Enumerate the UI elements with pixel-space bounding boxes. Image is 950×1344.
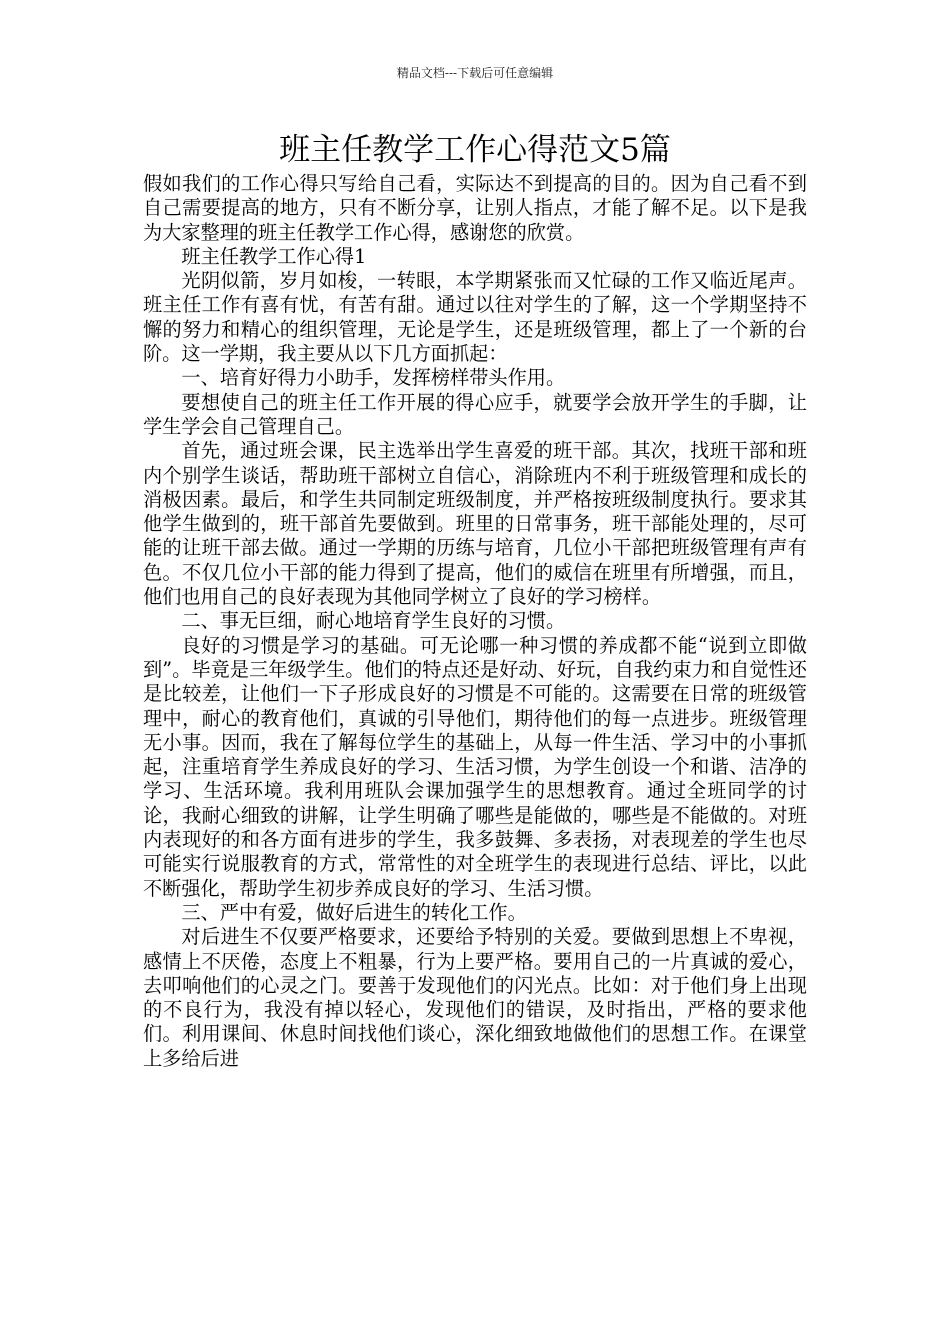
subheading: 一、培育好得力小助手，发挥榜样带头作用。 [181,366,566,390]
body-paragraph: 良好的习惯是学习的基础。可无论哪一种习惯的养成都不能“说到立即做到”。毕竟是三年级学生。他们的特点还是好动、好玩，自我约束力和自觉性还是比较差，让他们一下子形成良好的习惯是不可能的。这需要在日常的班级管理中，耐心的教育他们，真诚的引导他们，期待他们的每一点进步。班级管理无小事。因而，我在了解每位学生的基础上，从每一件生活、学习中的小事抓起，注重培育学生养成良好的学习、生活习惯，为学生创设一个和谐、洁净的学习、生活环境。我利用班队会课加强学生的思想教育。通过全班同学的讨论，我耐心细致的讲解，让学生明确了哪些是能做的，哪些是不能做的。对班内表现好的和各方面有进步的学生，我多鼓舞、多表扬，对表现差的学生也尽可能实行说服教育的方式，常常性的对全班学生的表现进行总结、评比，以此不断强化，帮助学生初步养成良好的学习、生活习惯。 [143,633,807,900]
body-paragraph: 对后进生不仅要严格要求，还要给予特别的关爱。要做到思想上不卑视，感情上不厌倦，态度上不粗暴，行为上要严格。要用自己的一片真诚的爱心，去叩响他们的心灵之门。要善于发现他们的闪光点。比如：对于他们身上出现的不良行为，我没有掉以轻心，发现他们的错误，及时指出，严格的要求他们。利用课间、休息时间找他们谈心，深化细致地做他们的思想工作。在课堂上多给后进 [143,925,807,1070]
section-heading: 班主任教学工作心得1 [181,244,367,268]
document-title: 班主任教学工作心得范文5篇 [279,132,671,168]
body-paragraph: 要想使自己的班主任工作开展的得心应手，就要学会放开学生的手脚，让学生学会自己管理自己。 [143,390,807,438]
subheading: 三、严中有爱，做好后进生的转化工作。 [181,900,527,924]
subheading: 二、事无巨细，耐心地培育学生良好的习惯。 [181,609,566,633]
intro-paragraph: 假如我们的工作心得只写给自己看，实际达不到提高的目的。因为自己看不到自己需要提高的地方，只有不断分享，让别人指点，才能了解不足。以下是我为大家整理的班主任教学工作心得，感谢您的欣赏。 [143,172,807,244]
body-paragraph: 光阴似箭，岁月如梭，一转眼，本学期紧张而又忙碌的工作又临近尾声。班主任工作有喜有忧，有苦有甜。通过以往对学生的了解，这一个学期坚持不懈的努力和精心的组织管理，无论是学生，还是班级管理，都上了一个新的台阶。这一学期，我主要从以下几方面抓起： [143,269,807,366]
body-paragraph: 首先，通过班会课，民主选举出学生喜爱的班干部。其次，找班干部和班内个别学生谈话，帮助班干部树立自信心，消除班内不利于班级管理和成长的消极因素。最后，和学生共同制定班级制度，并严格按班级制度执行。要求其他学生做到的，班干部首先要做到。班里的日常事务，班干部能处理的，尽可能的让班干部去做。通过一学期的历练与培育，几位小干部把班级管理有声有色。不仅几位小干部的能力得到了提高，他们的威信在班里有所增强，而且，他们也用自己的良好表现为其他同学树立了良好的学习榜样。 [143,439,807,609]
document-body [143,172,807,1071]
page-header: 精品文档---下载后可任意编辑 [396,66,554,80]
